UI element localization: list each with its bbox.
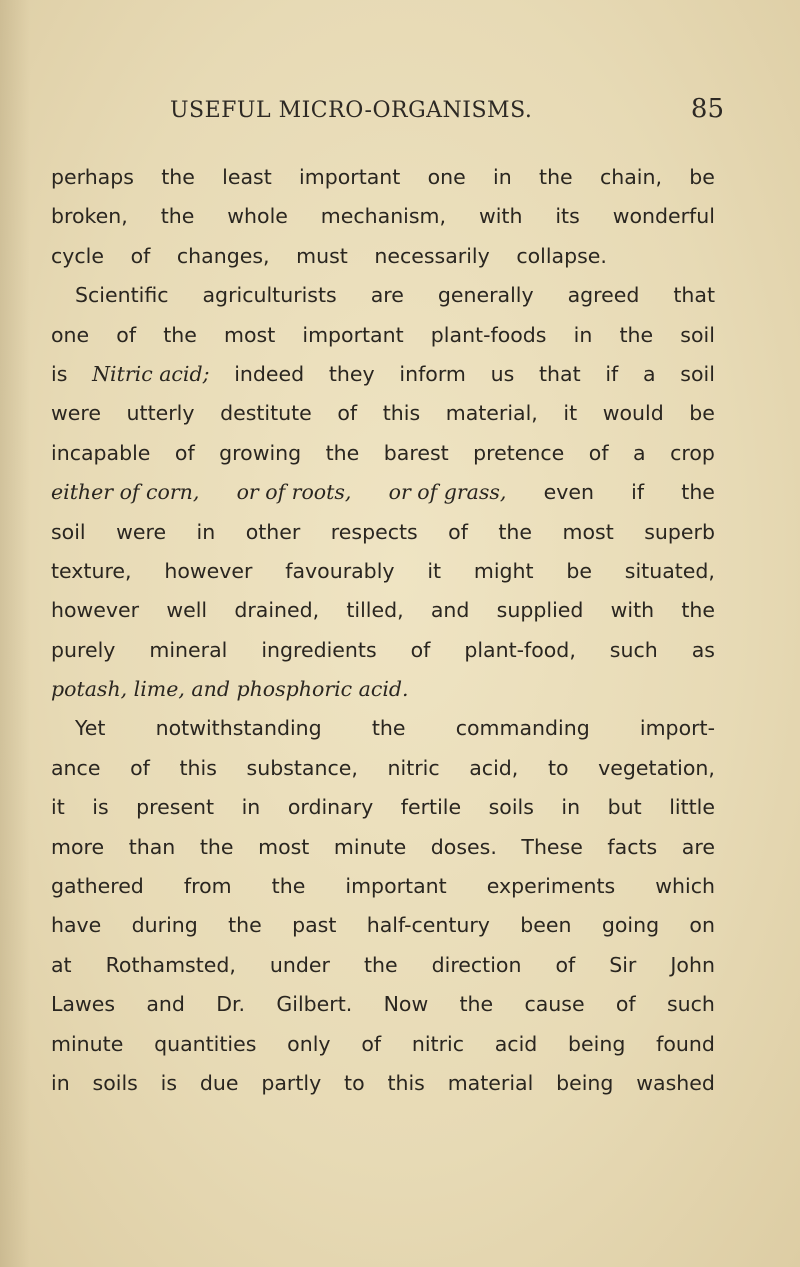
word: of [174, 440, 195, 465]
word: favourably [285, 558, 395, 583]
word: this [387, 1070, 425, 1095]
word: us [490, 361, 515, 386]
word: most [562, 519, 614, 544]
word: it [51, 795, 65, 820]
word: most [258, 834, 310, 859]
text-line [51, 1025, 715, 1064]
word: is [92, 795, 109, 820]
word: being [568, 1031, 626, 1056]
word: growing [219, 440, 302, 465]
text-line [51, 355, 715, 394]
word: mineral [149, 637, 228, 662]
word: present [136, 795, 215, 820]
word: if [605, 361, 619, 386]
word: Rothamsted, [105, 952, 236, 977]
word: than [128, 834, 176, 859]
word: found [656, 1031, 715, 1056]
word: Gilbert. [276, 992, 353, 1017]
word: soil [680, 361, 715, 386]
word: the [681, 598, 715, 623]
word: gathered [51, 874, 144, 899]
word: texture, [51, 558, 132, 583]
word: of [410, 637, 431, 662]
word: agreed [567, 283, 640, 308]
word: it [563, 401, 578, 426]
word: as [691, 637, 715, 662]
word: incapable [51, 440, 151, 465]
word: however [51, 598, 140, 623]
italic-term: or of roots, [236, 480, 352, 505]
word: situated, [624, 558, 715, 583]
word: in [573, 322, 593, 347]
word: agriculturists [202, 283, 337, 308]
word: the [498, 519, 533, 544]
word: collapse. [516, 243, 607, 268]
word: chain, [599, 165, 662, 189]
word: direction [431, 952, 522, 977]
word: to [344, 1070, 365, 1095]
word: Now [383, 992, 429, 1017]
word: of [130, 243, 151, 268]
word: one [51, 322, 90, 347]
word: in [493, 165, 512, 189]
word: this [179, 755, 217, 780]
word: with [610, 598, 655, 623]
word: be [689, 401, 715, 426]
page-number: 85 [690, 94, 724, 124]
word: half-century [366, 913, 490, 938]
word: the [363, 952, 398, 977]
word: is [160, 1070, 178, 1095]
word: John [670, 952, 715, 977]
word: respects [330, 519, 418, 544]
word: Scientific [75, 283, 169, 308]
word: going [601, 913, 660, 938]
italic-term: Nitric acid; [92, 361, 210, 386]
word: it [427, 558, 442, 583]
word: the [371, 716, 406, 741]
word: superb [644, 519, 715, 544]
word: were [116, 519, 167, 544]
word: soil [51, 519, 86, 544]
text-line [51, 473, 715, 512]
word: drained, [234, 598, 320, 623]
word: however [164, 558, 253, 583]
word: substance, [246, 755, 358, 780]
word: in [241, 795, 261, 820]
word: of [615, 992, 636, 1017]
word: of [337, 401, 358, 426]
text-line [51, 434, 715, 473]
word: being [556, 1070, 614, 1095]
text-line [51, 276, 715, 315]
word: past [292, 913, 337, 938]
word: might [473, 558, 534, 583]
word: minute [51, 1031, 124, 1056]
word: tilled, [346, 598, 404, 623]
text-line [51, 828, 715, 867]
word: acid, [469, 755, 519, 780]
word: in [51, 1070, 70, 1095]
word: which [655, 874, 715, 899]
word: were [51, 401, 101, 426]
word: minute [333, 834, 407, 859]
word: to [547, 755, 569, 780]
text-line [51, 237, 607, 276]
word: ordinary [287, 795, 374, 820]
italic-term: potash, lime, and phosphoric acid. [51, 677, 409, 702]
word: the [228, 913, 262, 938]
word: Lawes [51, 992, 116, 1017]
word: Dr. [216, 992, 246, 1017]
word: if [631, 480, 645, 505]
text-line [51, 670, 715, 709]
word: whole [227, 204, 288, 229]
word: washed [636, 1070, 715, 1095]
word: that [539, 361, 581, 386]
word: a [643, 361, 656, 386]
word: been [520, 913, 572, 938]
word: must [296, 243, 348, 268]
word: commanding [455, 716, 590, 741]
text-line [51, 788, 715, 827]
word: wonderful [612, 204, 715, 229]
word: a [633, 440, 646, 465]
word: of [361, 1031, 382, 1056]
word: such [609, 637, 658, 662]
word: the [199, 834, 234, 859]
word: and [146, 992, 185, 1017]
italic-term: or of grass, [388, 480, 507, 505]
word: from [183, 874, 232, 899]
text-line [51, 946, 715, 985]
text-line [51, 867, 715, 906]
word: experiments [486, 874, 616, 899]
word: broken, [51, 204, 128, 229]
word: little [669, 795, 715, 820]
word: pretence [473, 440, 565, 465]
word: cause [524, 992, 585, 1017]
word: soils [92, 1070, 138, 1095]
word: barest [383, 440, 449, 465]
word: crop [670, 440, 715, 465]
text-line [51, 631, 715, 670]
word: the [619, 322, 654, 347]
word: the [539, 165, 573, 189]
word: These [521, 834, 583, 859]
text-line [51, 1064, 715, 1103]
word: the [325, 440, 360, 465]
running-head [50, 94, 750, 138]
word: only [287, 1031, 331, 1056]
word: quantities [154, 1031, 257, 1056]
word: nitric [387, 755, 440, 780]
word: in [561, 795, 581, 820]
word: in [196, 519, 216, 544]
word: the [161, 165, 195, 189]
word: acid [494, 1031, 538, 1056]
word: even [543, 480, 594, 505]
text-line [51, 749, 715, 788]
word: fertile [400, 795, 462, 820]
word: partly [261, 1070, 322, 1095]
word: well [166, 598, 208, 623]
word: Yet [75, 716, 106, 741]
word: at [51, 952, 72, 977]
word: be [689, 165, 715, 189]
text-line [51, 906, 715, 945]
word: plant-food, [464, 637, 576, 662]
word: of [555, 952, 576, 977]
word: the [459, 992, 494, 1017]
word: most [224, 322, 276, 347]
word: are [681, 834, 715, 859]
word: cycle [51, 243, 104, 268]
word: material, [445, 401, 538, 426]
word: have [51, 913, 102, 938]
word: supplied [496, 598, 584, 623]
word: inform [399, 361, 466, 386]
word: such [666, 992, 715, 1017]
word: the [681, 480, 715, 505]
word: important [302, 322, 404, 347]
word: of [116, 322, 137, 347]
word: this [382, 401, 421, 426]
word: indeed [234, 361, 305, 386]
text-line [51, 158, 715, 197]
word: of [588, 440, 609, 465]
word: ance [51, 755, 101, 780]
word: import- [639, 716, 715, 741]
word: are [370, 283, 404, 308]
word: Sir [609, 952, 637, 977]
word: material [447, 1070, 534, 1095]
word: necessarily [374, 243, 490, 268]
word: vegetation, [598, 755, 715, 780]
word: perhaps [51, 165, 134, 189]
word: on [689, 913, 715, 938]
word: doses. [430, 834, 497, 859]
word: they [328, 361, 375, 386]
word: important [299, 165, 401, 189]
word: soil [680, 322, 715, 347]
text-line [51, 591, 715, 630]
word: but [607, 795, 642, 820]
word: under [269, 952, 330, 977]
word: the [163, 322, 197, 347]
text-line [51, 985, 715, 1024]
word: ingredients [261, 637, 377, 662]
word: important [345, 874, 447, 899]
word: one [427, 165, 466, 189]
word: nitric [411, 1031, 464, 1056]
word: notwithstanding [155, 716, 322, 741]
word: due [199, 1070, 239, 1095]
word: mechanism, [320, 204, 447, 229]
text-line [51, 513, 715, 552]
word: during [131, 913, 198, 938]
body-text [51, 158, 715, 1103]
text-line [51, 316, 715, 355]
word: of [130, 755, 150, 780]
word: purely [51, 637, 116, 662]
word: the [271, 874, 306, 899]
text-line [51, 552, 715, 591]
word: other [245, 519, 301, 544]
word: with [478, 204, 523, 229]
word: least [222, 165, 272, 189]
word: generally [437, 283, 534, 308]
word: its [555, 204, 580, 229]
word: destitute [220, 401, 312, 426]
word: that [673, 283, 715, 308]
italic-term: either of corn, [51, 480, 200, 505]
word: plant-foods [430, 322, 547, 347]
word: of [448, 519, 468, 544]
running-title: USEFUL MICRO-ORGANISMS. [170, 98, 533, 123]
word: be [566, 558, 592, 583]
text-line [51, 394, 715, 433]
word: facts [607, 834, 658, 859]
word: changes, [176, 243, 270, 268]
word: soils [488, 795, 534, 820]
text-line [51, 709, 715, 748]
word: and [430, 598, 470, 623]
word: utterly [126, 401, 195, 426]
word: is [51, 361, 68, 386]
word: more [51, 834, 105, 859]
text-line [51, 197, 715, 236]
word: would [602, 401, 664, 426]
word: the [160, 204, 195, 229]
